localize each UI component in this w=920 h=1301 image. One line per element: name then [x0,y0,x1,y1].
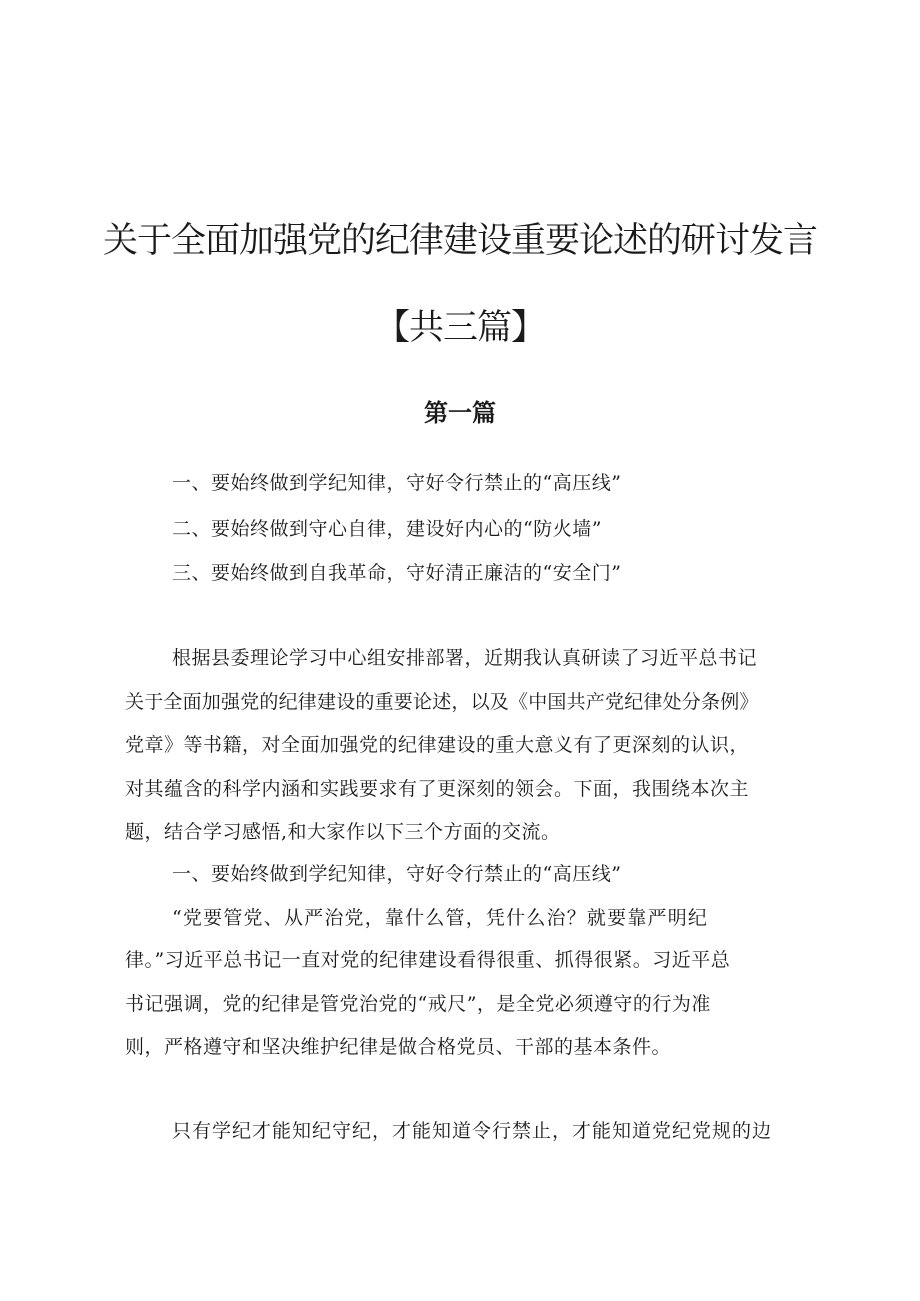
body-line: “党要管党、从严治党，靠什么管，凭什么治？就要靠严明纪 [172,907,709,929]
part-heading: 第一篇 [424,399,496,427]
document-title: 关于全面加强党的纪律建设重要论述的研讨发言 [102,221,817,261]
body-line: 律。”习近平总书记一直对党的纪律建设看得很重、抓得很紧。习近平总 [125,949,731,971]
document-subtitle: 【共三篇】 [374,308,545,348]
body-line: 则，严格遵守和坚决维护纪律是做合格党员、干部的基本条件。 [125,1036,672,1058]
body-line: 根据县委理论学习中心组安排部署，近期我认真研读了习近平总书记 [172,647,758,669]
body-line: 党章》等书籍，对全面加强党的纪律建设的重大意义有了更深刻的认识， [125,734,750,756]
outline-item: 一、要始终做到学纪知律，守好令行禁止的“高压线” [172,472,622,494]
body-line: 书记强调，党的纪律是管党治党的“戒尺”，是全党必须遵守的行为准 [125,993,711,1015]
outline-item: 二、要始终做到守心自律，建设好内心的“防火墙” [172,518,602,540]
body-line: 只有学纪才能知纪守纪，才能知道令行禁止，才能知道党纪党规的边 [172,1120,773,1142]
section-heading: 一、要始终做到学纪知律，守好令行禁止的“高压线” [172,863,622,885]
body-line: 对其蕴含的科学内涵和实践要求有了更深刻的领会。下面，我围绕本次主 [125,778,750,800]
outline-item: 三、要始终做到自我革命，守好清正廉洁的“安全门” [172,562,622,584]
body-line: 题，结合学习感悟,和大家作以下三个方面的交流。 [125,821,561,843]
body-line: 关于全面加强党的纪律建设的重要论述，以及《中国共产党纪律处分条例》 [125,691,759,713]
